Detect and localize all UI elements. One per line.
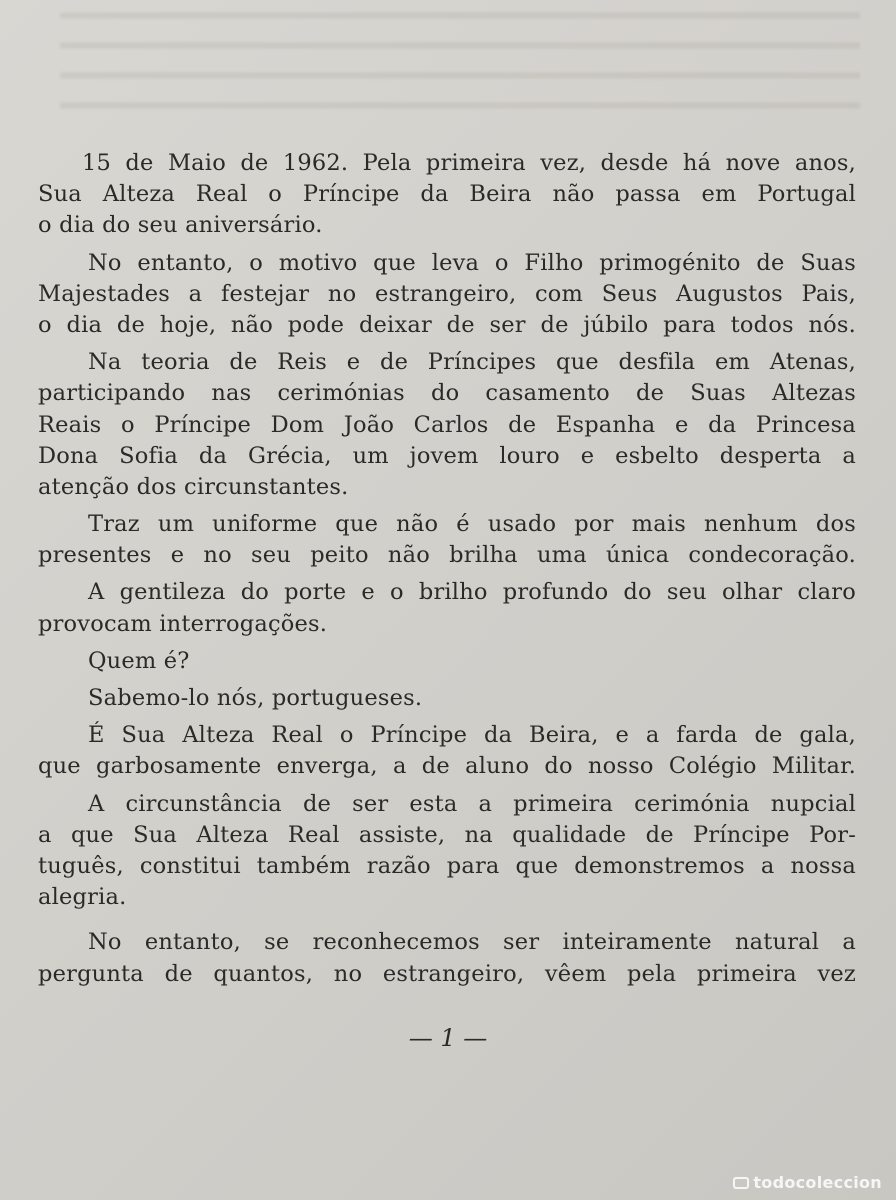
paragraph: [38, 577, 856, 639]
paragraph: [38, 347, 856, 503]
text-line: presentes e no seu peito não brilha uma única condecoração.: [38, 542, 856, 569]
text-line: A gentileza do porte e o brilho profundo do seu olhar claro: [88, 579, 856, 606]
paragraph: [38, 248, 856, 342]
text-line: tuguês, constitui também razão para que demonstremos a nossa: [38, 852, 856, 879]
page-number: — 1 —: [408, 1024, 488, 1052]
text-line: participando nas cerimónias do casamento de Suas Altezas: [38, 380, 856, 407]
text-line: pergunta de quantos, no estrangeiro, vêem pela primeira vez: [38, 960, 856, 987]
text-line: provocam interrogações.: [38, 610, 328, 637]
text-line: No entanto, se reconhecemos ser inteiramente natural a: [88, 929, 856, 956]
paragraph: [38, 927, 856, 989]
text-line: o dia do seu aniversário.: [38, 212, 323, 239]
paragraph: [38, 683, 856, 714]
text-line: A circunstância de ser esta a primeira cerimónia nupcial: [88, 790, 856, 817]
text-line: Quem é?: [88, 647, 190, 674]
text-line: No entanto, o motivo que leva o Filho primogénito de Suas: [88, 249, 856, 276]
text-line: Traz um uniforme que não é usado por mais nenhum dos: [88, 511, 856, 538]
text-line: a que Sua Alteza Real assiste, na qualidade de Príncipe Por-: [38, 821, 856, 848]
text-line: Dona Sofia da Grécia, um jovem louro e esbelto desperta a: [38, 442, 856, 469]
text-line: o dia de hoje, não pode deixar de ser de júbilo para todos nós.: [38, 311, 856, 338]
text-line: alegria.: [38, 884, 127, 911]
text-line: Majestades a festejar no estrangeiro, com Seus Augustos Pais,: [38, 280, 856, 307]
text-line: que garbosamente enverga, a de aluno do nosso Colégio Militar.: [38, 753, 856, 780]
text-line: Reais o Príncipe Dom João Carlos de Espanha e da Princesa: [38, 411, 856, 438]
text-line: Sua Alteza Real o Príncipe da Beira não passa em Portugal: [38, 181, 856, 208]
text-line: Sabemo-lo nós, portugueses.: [88, 685, 423, 711]
paragraph: [38, 720, 856, 782]
body-text: [38, 148, 856, 990]
paragraph: [38, 789, 856, 914]
tc-logo-icon: [733, 1177, 749, 1189]
text-line: Na teoria de Reis e de Príncipes que desfila em Atenas,: [88, 349, 856, 376]
paragraph: [38, 646, 856, 677]
text-line: atenção dos circunstantes.: [38, 473, 349, 500]
paragraph: [38, 509, 856, 571]
watermark: [733, 1173, 882, 1192]
show-through-text: [60, 0, 860, 130]
text-line: 15 de Maio de 1962. Pela primeira vez, desde há nove anos,: [82, 150, 856, 176]
text-line: É Sua Alteza Real o Príncipe da Beira, e a farda de gala,: [88, 722, 856, 749]
watermark-text: todocoleccion: [753, 1173, 882, 1192]
paragraph: [38, 148, 856, 242]
